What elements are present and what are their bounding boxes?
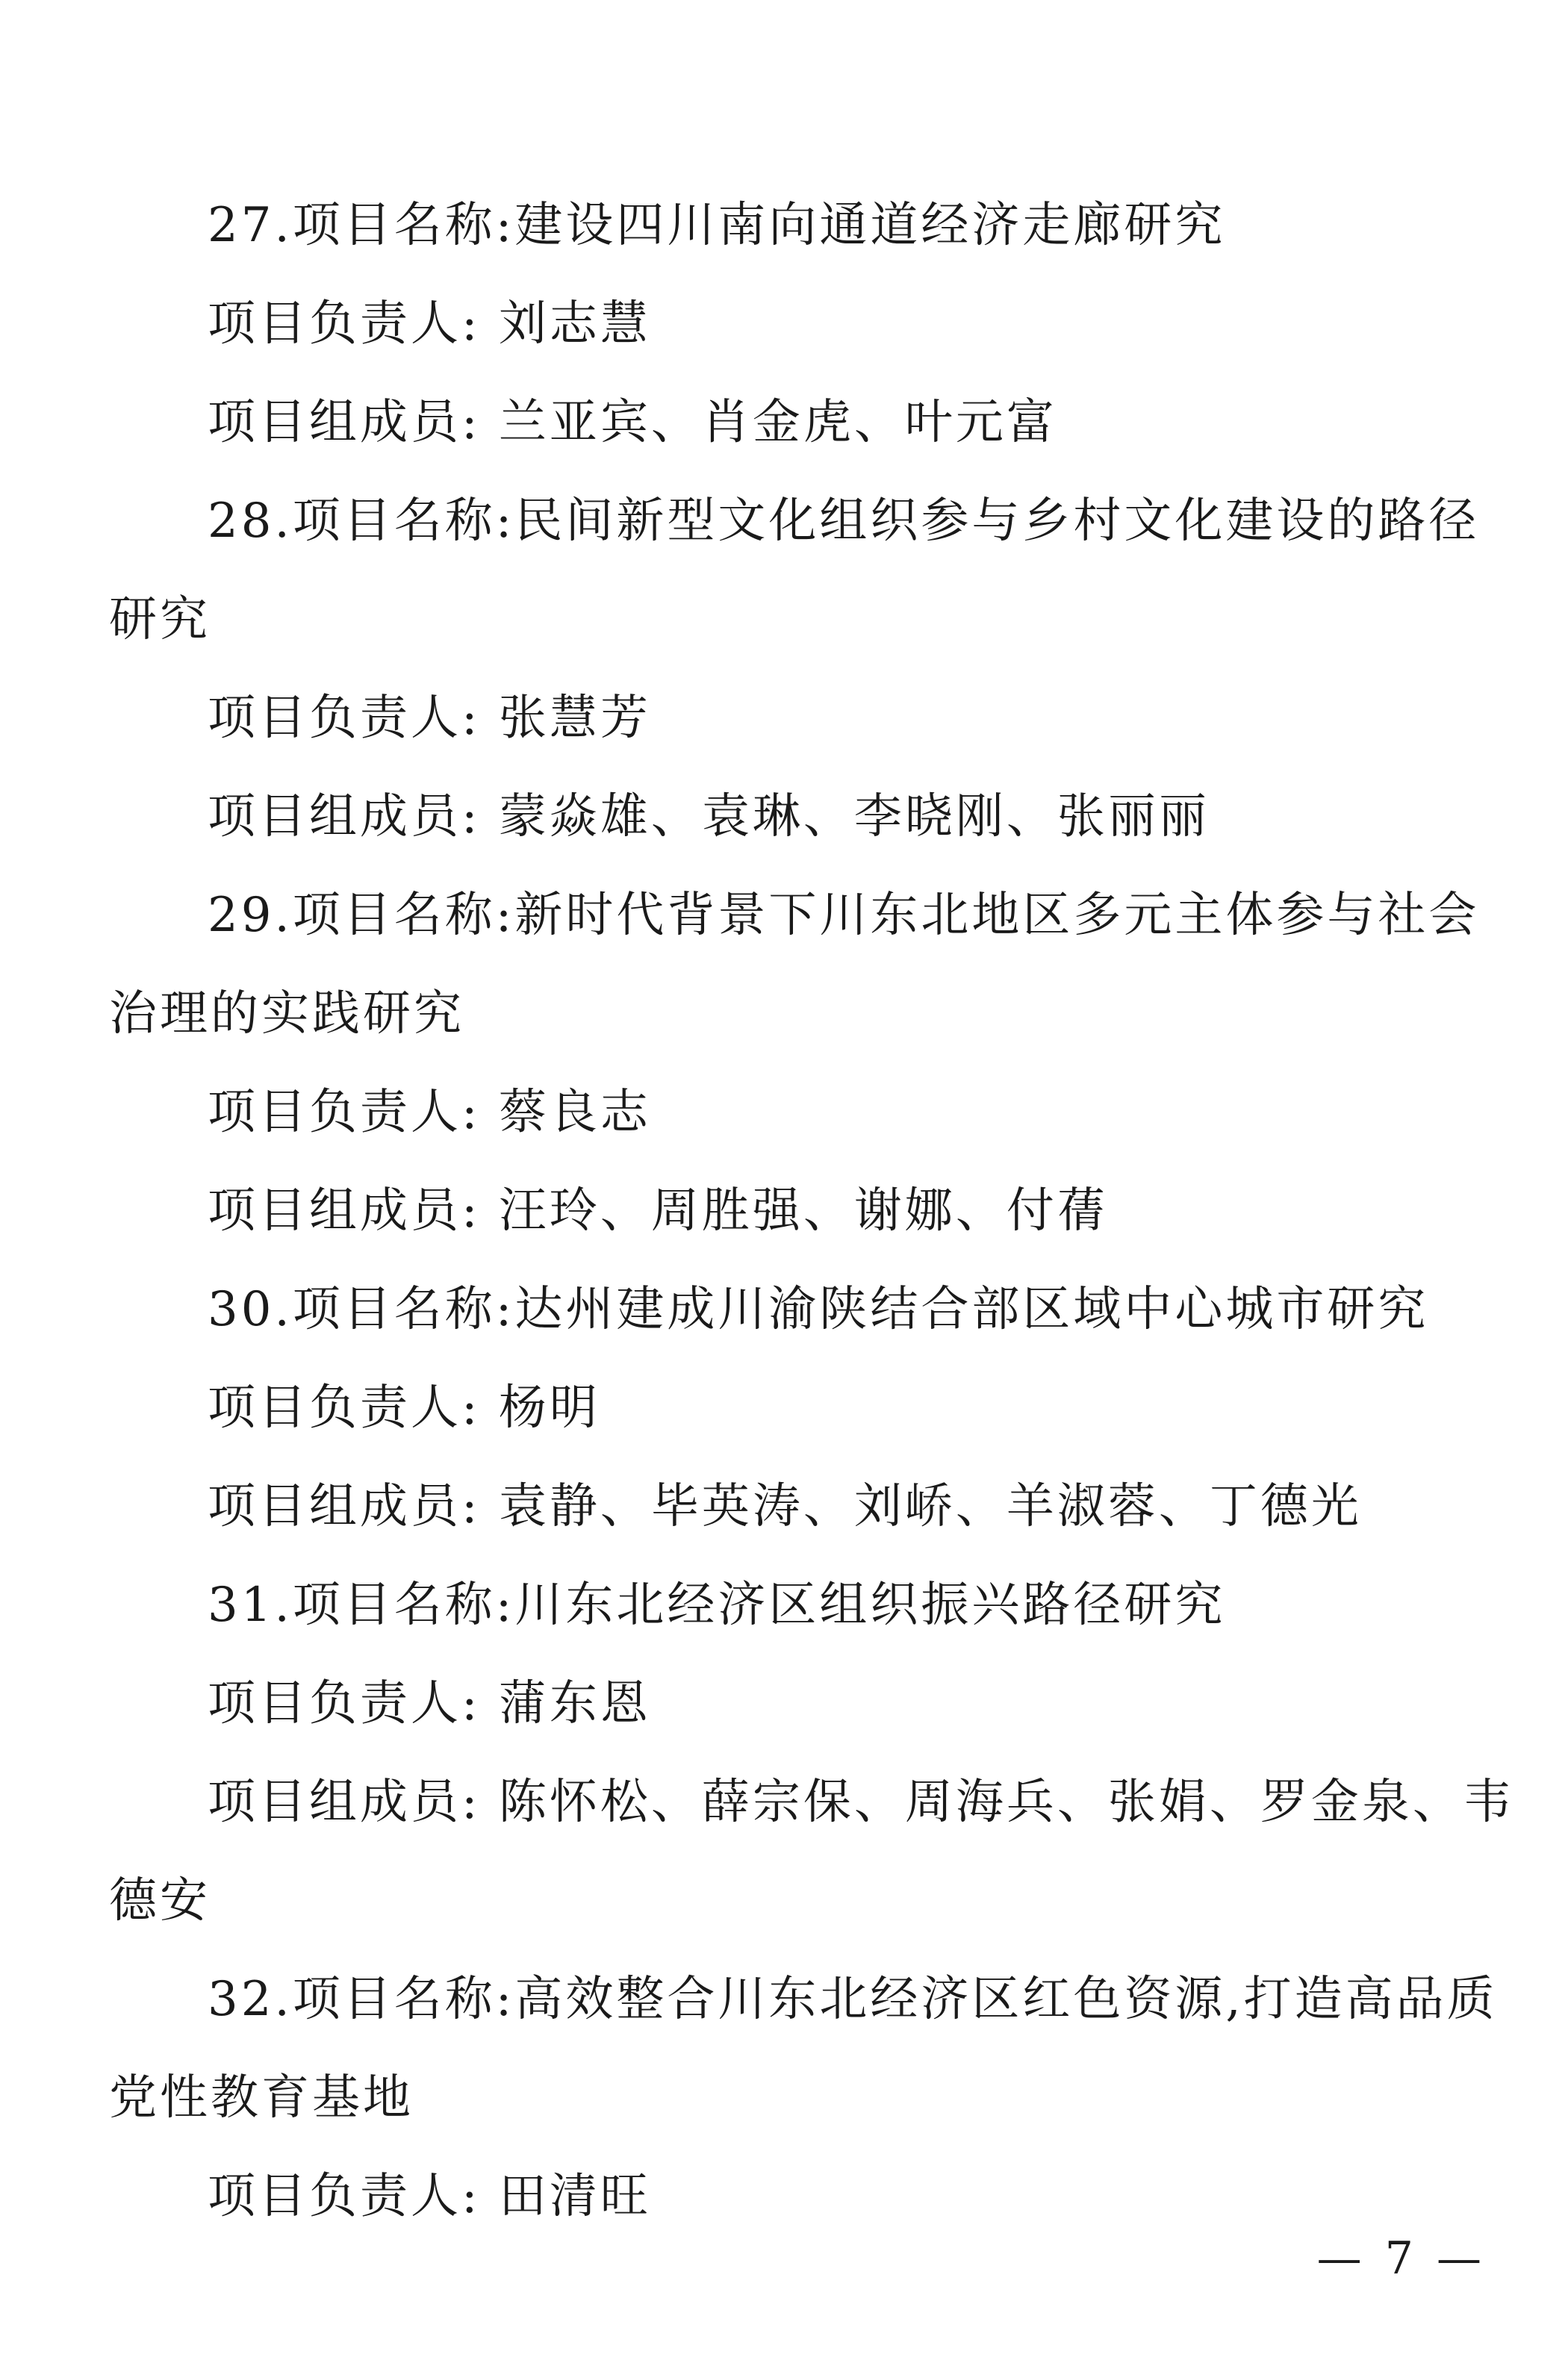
project-31-members-continued: 德安 (109, 1873, 211, 1929)
project-28-title: 28.项目名称:民间新型文化组织参与乡村文化建设的路径 (208, 494, 1480, 549)
project-30-leader: 项目负责人: 杨明 (208, 1380, 600, 1436)
project-29-members: 项目组成员: 汪玲、周胜强、谢娜、付蒨 (208, 1183, 1108, 1239)
project-32-leader: 项目负责人: 田清旺 (208, 2169, 651, 2224)
project-29-title-continued: 治理的实践研究 (109, 986, 464, 1042)
project-30-title: 30.项目名称:达州建成川渝陕结合部区域中心城市研究 (208, 1282, 1429, 1337)
document-body (109, 176, 1514, 2246)
project-28-leader: 项目负责人: 张慧芳 (208, 691, 651, 746)
project-32-title-continued: 党性教育基地 (109, 2070, 414, 2126)
project-27-title: 27.项目名称:建设四川南向通道经济走廊研究 (208, 198, 1226, 253)
project-30-members: 项目组成员: 袁静、毕英涛、刘峤、羊淑蓉、丁德光 (208, 1479, 1362, 1534)
project-27-members: 项目组成员: 兰亚宾、肖金虎、叶元富 (208, 395, 1057, 450)
project-29-leader: 项目负责人: 蔡良志 (208, 1085, 651, 1140)
project-28-title-continued: 研究 (109, 592, 211, 647)
project-27-leader: 项目负责人: 刘志慧 (208, 296, 651, 352)
project-31-members: 项目组成员: 陈怀松、薛宗保、周海兵、张娟、罗金泉、韦 (208, 1775, 1514, 1830)
project-31-leader: 项目负责人: 蒲东恩 (208, 1676, 651, 1731)
project-32-title: 32.项目名称:高效整合川东北经济区红色资源,打造高品质 (208, 1972, 1498, 2027)
page-number: — 7 — (1316, 2232, 1486, 2285)
project-31-title: 31.项目名称:川东北经济区组织振兴路径研究 (208, 1578, 1226, 1633)
project-28-members: 项目组成员: 蒙焱雄、袁琳、李晓刚、张丽丽 (208, 789, 1210, 844)
project-29-title: 29.项目名称:新时代背景下川东北地区多元主体参与社会 (208, 888, 1480, 943)
